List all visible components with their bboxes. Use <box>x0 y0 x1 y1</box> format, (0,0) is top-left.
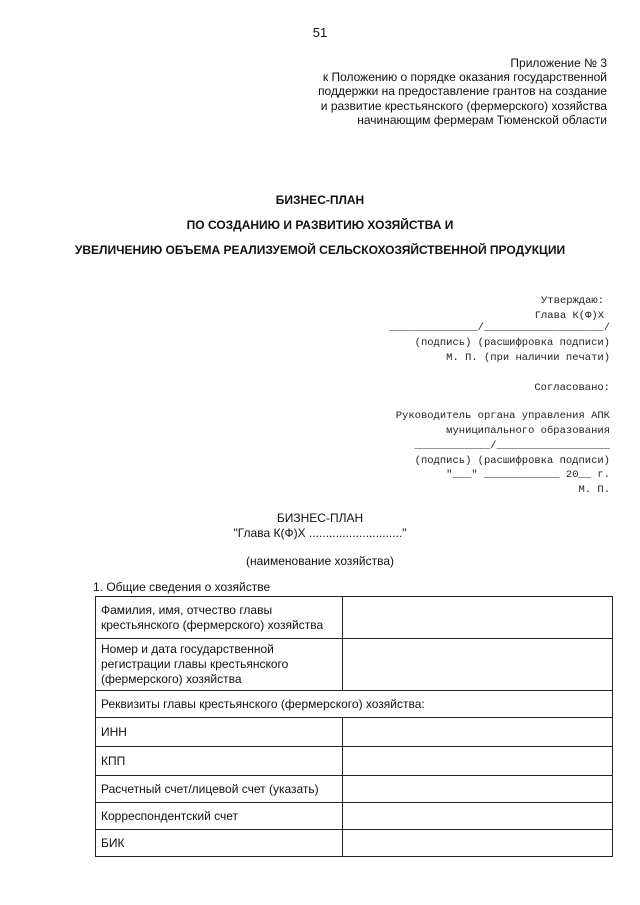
row-label: Фамилия, имя, отчество главы крестьянского (фермерского) хозяйства <box>96 597 343 639</box>
approve-stamp: М. П. (при наличии печати) <box>446 352 610 364</box>
row-value[interactable] <box>343 639 613 691</box>
row-label: БИК <box>96 830 343 857</box>
table-row <box>96 830 613 857</box>
row-label: ИНН <box>96 718 343 747</box>
row-label: Корреспондентский счет <box>96 803 343 830</box>
appendix-header <box>318 56 607 127</box>
doc-title-3: УВЕЛИЧЕНИЮ ОБЪЕМА РЕАЛИЗУЕМОЙ СЕЛЬСКОХОЗЯЙСТВЕННОЙ ПРОДУКЦИИ <box>74 243 566 257</box>
plan-farm-name: "Глава К(Ф)Х ............................" <box>233 526 407 540</box>
doc-title-1: БИЗНЕС-ПЛАН <box>275 193 365 207</box>
agreed-head-2: муниципального образования <box>446 425 610 437</box>
table-row <box>96 747 613 776</box>
row-value[interactable] <box>343 718 613 747</box>
approve-signature-line: ______________/___________________/ <box>389 322 610 334</box>
row-value[interactable] <box>343 803 613 830</box>
row-value[interactable] <box>343 597 613 639</box>
appendix-line-2: к Положению о порядке оказания государственной <box>322 70 607 85</box>
general-info-table <box>95 596 613 857</box>
table-row <box>96 803 613 830</box>
row-label: Реквизиты главы крестьянского (фермерского) хозяйства: <box>96 691 613 718</box>
plan-farm-caption: (наименование хозяйства) <box>246 554 394 568</box>
row-label: КПП <box>96 747 343 776</box>
page-number: 51 <box>312 25 328 40</box>
table-row <box>96 597 613 639</box>
approve-label: Утверждаю: <box>540 295 604 307</box>
agreed-head-1: Руководитель органа управления АПК <box>395 410 610 422</box>
table-row <box>96 776 613 803</box>
appendix-line-1: Приложение № 3 <box>510 56 607 70</box>
agreed-signature-caption: (подпись) (расшифровка подписи) <box>414 455 610 467</box>
row-value[interactable] <box>343 776 613 803</box>
agreed-date: "___" ____________ 20__ г. <box>446 469 610 481</box>
doc-title-2: ПО СОЗДАНИЮ И РАЗВИТИЮ ХОЗЯЙСТВА И <box>186 218 454 232</box>
table-row <box>96 718 613 747</box>
section-heading: 1. Общие сведения о хозяйстве <box>93 580 271 594</box>
appendix-line-3: поддержки на предоставление грантов на создание <box>318 84 607 99</box>
row-label: Расчетный счет/лицевой счет (указать) <box>96 776 343 803</box>
row-value[interactable] <box>343 830 613 857</box>
approve-head: Глава К(Ф)Х <box>534 310 604 322</box>
appendix-line-5: начинающим фермерам Тюменской области <box>357 112 607 127</box>
row-value[interactable] <box>343 747 613 776</box>
agreed-signature-line: ____________/__________________ <box>414 440 610 452</box>
table-row <box>96 691 613 718</box>
plan-title: БИЗНЕС-ПЛАН <box>276 511 364 525</box>
table-row <box>96 639 613 691</box>
agreed-label: Согласовано: <box>534 382 610 394</box>
appendix-line-4: и развитие крестьянского (фермерского) хозяйства <box>320 98 607 113</box>
row-label: Номер и дата государственной регистрации главы крестьянского (фермерского) хозяйства <box>96 639 343 691</box>
approve-signature-caption: (подпись) (расшифровка подписи) <box>414 337 610 349</box>
agreed-stamp: М. П. <box>578 484 610 496</box>
